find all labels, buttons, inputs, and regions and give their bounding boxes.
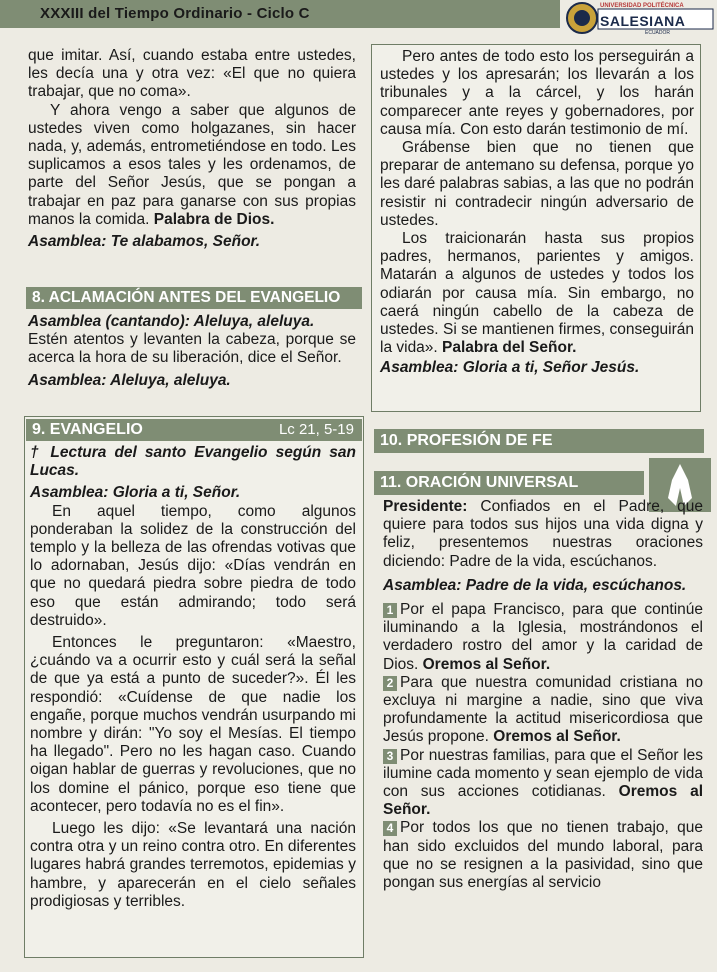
assembly-response: Asamblea: Gloria a ti, Señor Jesús.	[380, 359, 640, 377]
section-oracion-title: 11. ORACIÓN UNIVERSAL	[374, 471, 644, 495]
assembly-response: Asamblea (cantando): Aleluya, aleluya.	[28, 313, 315, 330]
petition-text: Por nuestras familias, para que el Señor les ilumine cada momento y sean ejemplo de vida con sus acciones cotidianas.	[383, 746, 703, 801]
logo-name: SALESIANA	[600, 13, 686, 29]
section-evangelio-title: 9. EVANGELIO Lc 21, 5-19	[26, 419, 362, 441]
assembly-response: Asamblea: Padre de la vida, escúchanos.	[383, 576, 687, 594]
gospel-paragraph: En aquel tiempo, como algunos ponderaban la solidez de la construcción del templo y la belleza de las ofrendas votivas que lo adornaban, Jesús dijo: «Días vendrán en que no quedará piedra sobre piedra de todo eso que están admirando; todo será destruido».	[30, 502, 356, 629]
gospel-reference: Lc 21, 5-19	[278, 421, 354, 438]
petition-item	[383, 819, 703, 892]
petition-number: 3	[383, 749, 397, 764]
petition-number: 1	[383, 603, 397, 618]
section-profesion-title: 10. PROFESIÓN DE FE	[374, 429, 704, 453]
petition-item	[383, 747, 703, 820]
gospel-paragraph: Grábense bien que no tienen que preparar de antemano su defensa, porque yo les daré palabras sabias, a las que no podrán resistir ni contradecir ningún adversario de ustedes.	[380, 139, 694, 229]
petition-number: 2	[383, 676, 397, 691]
petition-response: Oremos al Señor.	[383, 783, 703, 819]
page-header-title: XXXIII del Tiempo Ordinario - Ciclo C	[40, 5, 310, 22]
assembly-response: Asamblea: Te alabamos, Señor.	[28, 233, 261, 251]
aclamacion-text	[28, 313, 356, 390]
reading-paragraph: que imitar. Así, cuando estaba entre ustedes, les decía una y otra vez: «El que no quiera trabajar, que no coma».	[28, 47, 356, 101]
evangelio-text	[30, 444, 356, 911]
petition-text: Para que nuestra comunidad cristiana no excluya ni margine a nadie, sino que viva profundamente la actitud misericordiosa que Jesús propone.	[383, 673, 703, 746]
aclamacion-verse: Estén atentos y levanten la cabeza, porque se acerca la hora de su liberación, dice el Señor.	[28, 331, 356, 367]
logo-university-label: UNIVERSIDAD POLITÉCNICA	[600, 3, 684, 9]
assembly-response: Asamblea: Aleluya, aleluya.	[28, 371, 231, 389]
presidente-intro: Presidente: Confiados en el Padre, que quiere para todos sus hijos una vida digna y feliz, presentemos nuestras oraciones diciendo: Padre de la vida, escúchanos.	[383, 498, 704, 570]
petition-number: 4	[383, 821, 397, 836]
gospel-paragraph: Entonces le preguntaron: «Maestro, ¿cuándo va a ocurrir esto y cuál será la señal de que ya está a punto de suceder?». Él les respondió: «Cuídense de que nadie los engañe, porque muchos vendrán usurpando mi nombre y dirán: "Yo soy el Mesías. El tiempo ha llegado". Pero no les hagan caso. Cuando oigan hablar de guerras y revoluciones, que no los domine el pánico, porque eso tiene que acontecer, pero todavía no es el fin».	[30, 634, 356, 815]
gospel-paragraph: Luego les dijo: «Se levantará una nación contra otra y un reino contra otro. En diferentes lugares habrá grandes terremotos, epidemias y hambre, y aparecerán en el cielo señales prodigiosas y terribles.	[30, 820, 356, 910]
reading-paragraph: Y ahora vengo a saber que algunos de ustedes viven como holgazanes, sin hacer nada, y, además, entrometiéndose en todo. Les suplicamos a esos tales y les ordenamos, de parte del Señor Jesús, que se pongan a trabajar en paz para ganarse con sus propias manos la comida. Palabra de Dios.	[28, 101, 356, 228]
petition-item	[383, 674, 703, 747]
gospel-paragraph: Pero antes de todo esto los perseguirán a ustedes y los apresarán; los llevarán a los tribunales y a la cárcel, y los harán comparecer ante reyes y gobernadores, por causa mía. Con esto darán testimonio de mí.	[380, 48, 694, 138]
gospel-intro: † Lectura del santo Evangelio según san Lucas.	[30, 444, 356, 480]
petition-response: Oremos al Señor.	[422, 655, 551, 673]
gospel-paragraph: Los traicionarán hasta sus propios padres, hermanos, parientes y amigos. Matarán a algunos de ustedes y todos los odiarán por causa mía. Sin embargo, no caerá ningún cabello de la cabeza de ustedes. Si se mantienen firmes, conseguirán la vida». Palabra del Señor.	[380, 230, 694, 357]
left-top-text	[28, 47, 356, 251]
petition-item	[383, 601, 703, 674]
right-top-text	[380, 48, 694, 378]
assembly-response: Asamblea: Gloria a ti, Señor.	[30, 484, 241, 502]
petition-list	[383, 601, 703, 892]
oracion-text	[383, 498, 703, 892]
petition-text: Por el papa Francisco, para que continúe iluminando a la Iglesia, mostrándonos el verdadero rostro del amor y la caridad de Dios.	[383, 601, 703, 673]
petition-response: Oremos al Señor.	[493, 728, 621, 746]
section-aclamacion-title: 8. ACLAMACIÓN ANTES DEL EVANGELIO	[26, 287, 362, 309]
petition-text: Por todos los que no tienen trabajo, que han sido excluidos del mundo laboral, para que no se resignen a la pasividad, sino que pongan sus energías al servicio	[383, 819, 703, 892]
logo-country: ECUADOR	[645, 30, 671, 36]
